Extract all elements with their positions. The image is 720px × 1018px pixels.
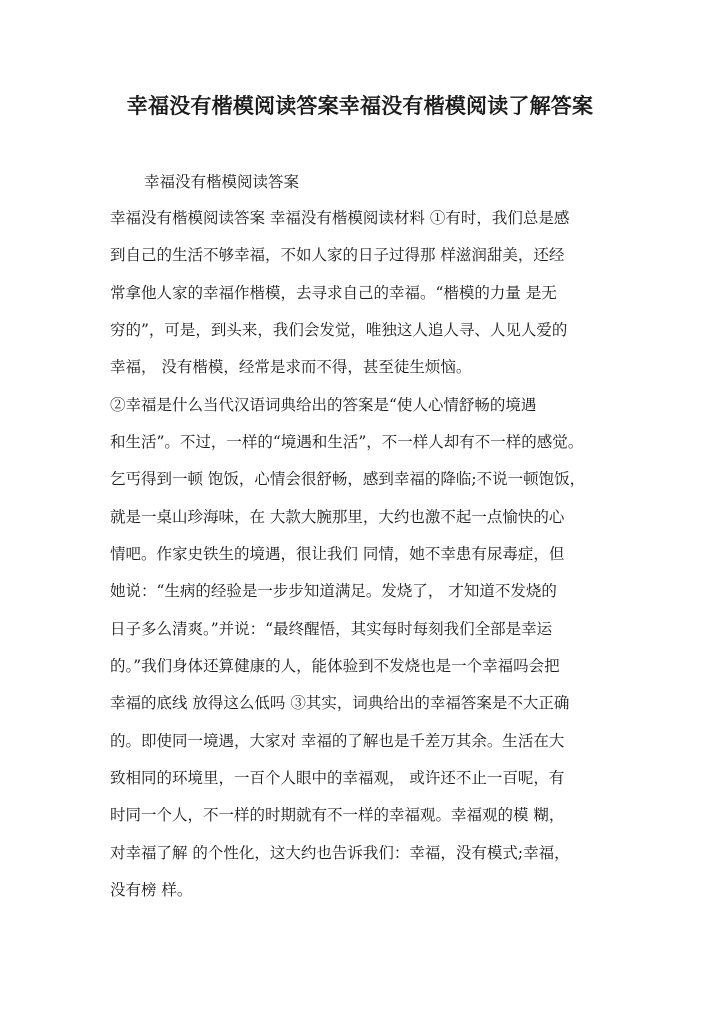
- body-line: 日子多么清爽。”并说：“最终醒悟，其实每时每刻我们全部是幸运: [110, 620, 553, 638]
- body-line: 就是一桌山珍海味，在 大款大腕那里，大约也激不起一点愉快的心: [110, 508, 565, 526]
- body-line: 情吧。作家史铁生的境遇，很让我们 同情，她不幸患有尿毒症，但: [110, 545, 565, 563]
- document-subtitle: 幸福没有楷模阅读答案: [144, 173, 300, 191]
- body-line: 她说：“生病的经验是一步步知道满足。发烧了， 才知道不发烧的: [110, 582, 557, 600]
- body-line: 致相同的环境里，一百个人眼中的幸福观， 或许还不止一百呢，有: [110, 769, 565, 787]
- document-title: 幸福没有楷模阅读答案幸福没有楷模阅读了解答案: [126, 93, 594, 118]
- body-line: 穷的”，可是，到头来，我们会发觉，唯独这人追人寻、人见人爱的: [110, 321, 568, 339]
- body-line: 乞丐得到一顿 饱饭，心情会很舒畅，感到幸福的降临;不说一顿饱饭，: [110, 470, 586, 488]
- body-line: 幸福没有楷模阅读答案 幸福没有楷模阅读材料 ①有时，我们总是感: [110, 209, 570, 227]
- body-line: 幸福的底线 放得这么低吗 ③其实，词典给出的幸福答案是不大正确: [110, 694, 570, 712]
- body-line: 对幸福了解 的个性化，这大约也告诉我们：幸福，没有模式;幸福，: [110, 844, 570, 862]
- body-line: 到自己的生活不够幸福，不如人家的日子过得那 样滋润甜美，还经: [110, 246, 565, 264]
- body-line: 的。即使同一境遇，大家对 幸福的了解也是千差万其余。生活在大: [110, 732, 565, 750]
- body-line: ②幸福是什么当代汉语词典给出的答案是“使人心情舒畅的境遇: [110, 396, 537, 414]
- body-line: 和生活”。不过，一样的“境遇和生活”，不一样人却有不一样的感觉。: [110, 433, 584, 451]
- body-line: 常拿他人家的幸福作楷模，去寻求自己的幸福。“楷模的力量 是无: [110, 284, 557, 302]
- body-line: 时同一个人，不一样的时期就有不一样的幸福观。幸福观的模 糊，: [110, 806, 565, 824]
- body-line: 幸福， 没有楷模，经常是求而不得，甚至徒生烦恼。: [110, 358, 472, 376]
- body-line: 没有榜 样。: [110, 881, 193, 899]
- body-line: 的。”我们身体还算健康的人，能体验到不发烧也是一个幸福吗会把: [110, 657, 560, 675]
